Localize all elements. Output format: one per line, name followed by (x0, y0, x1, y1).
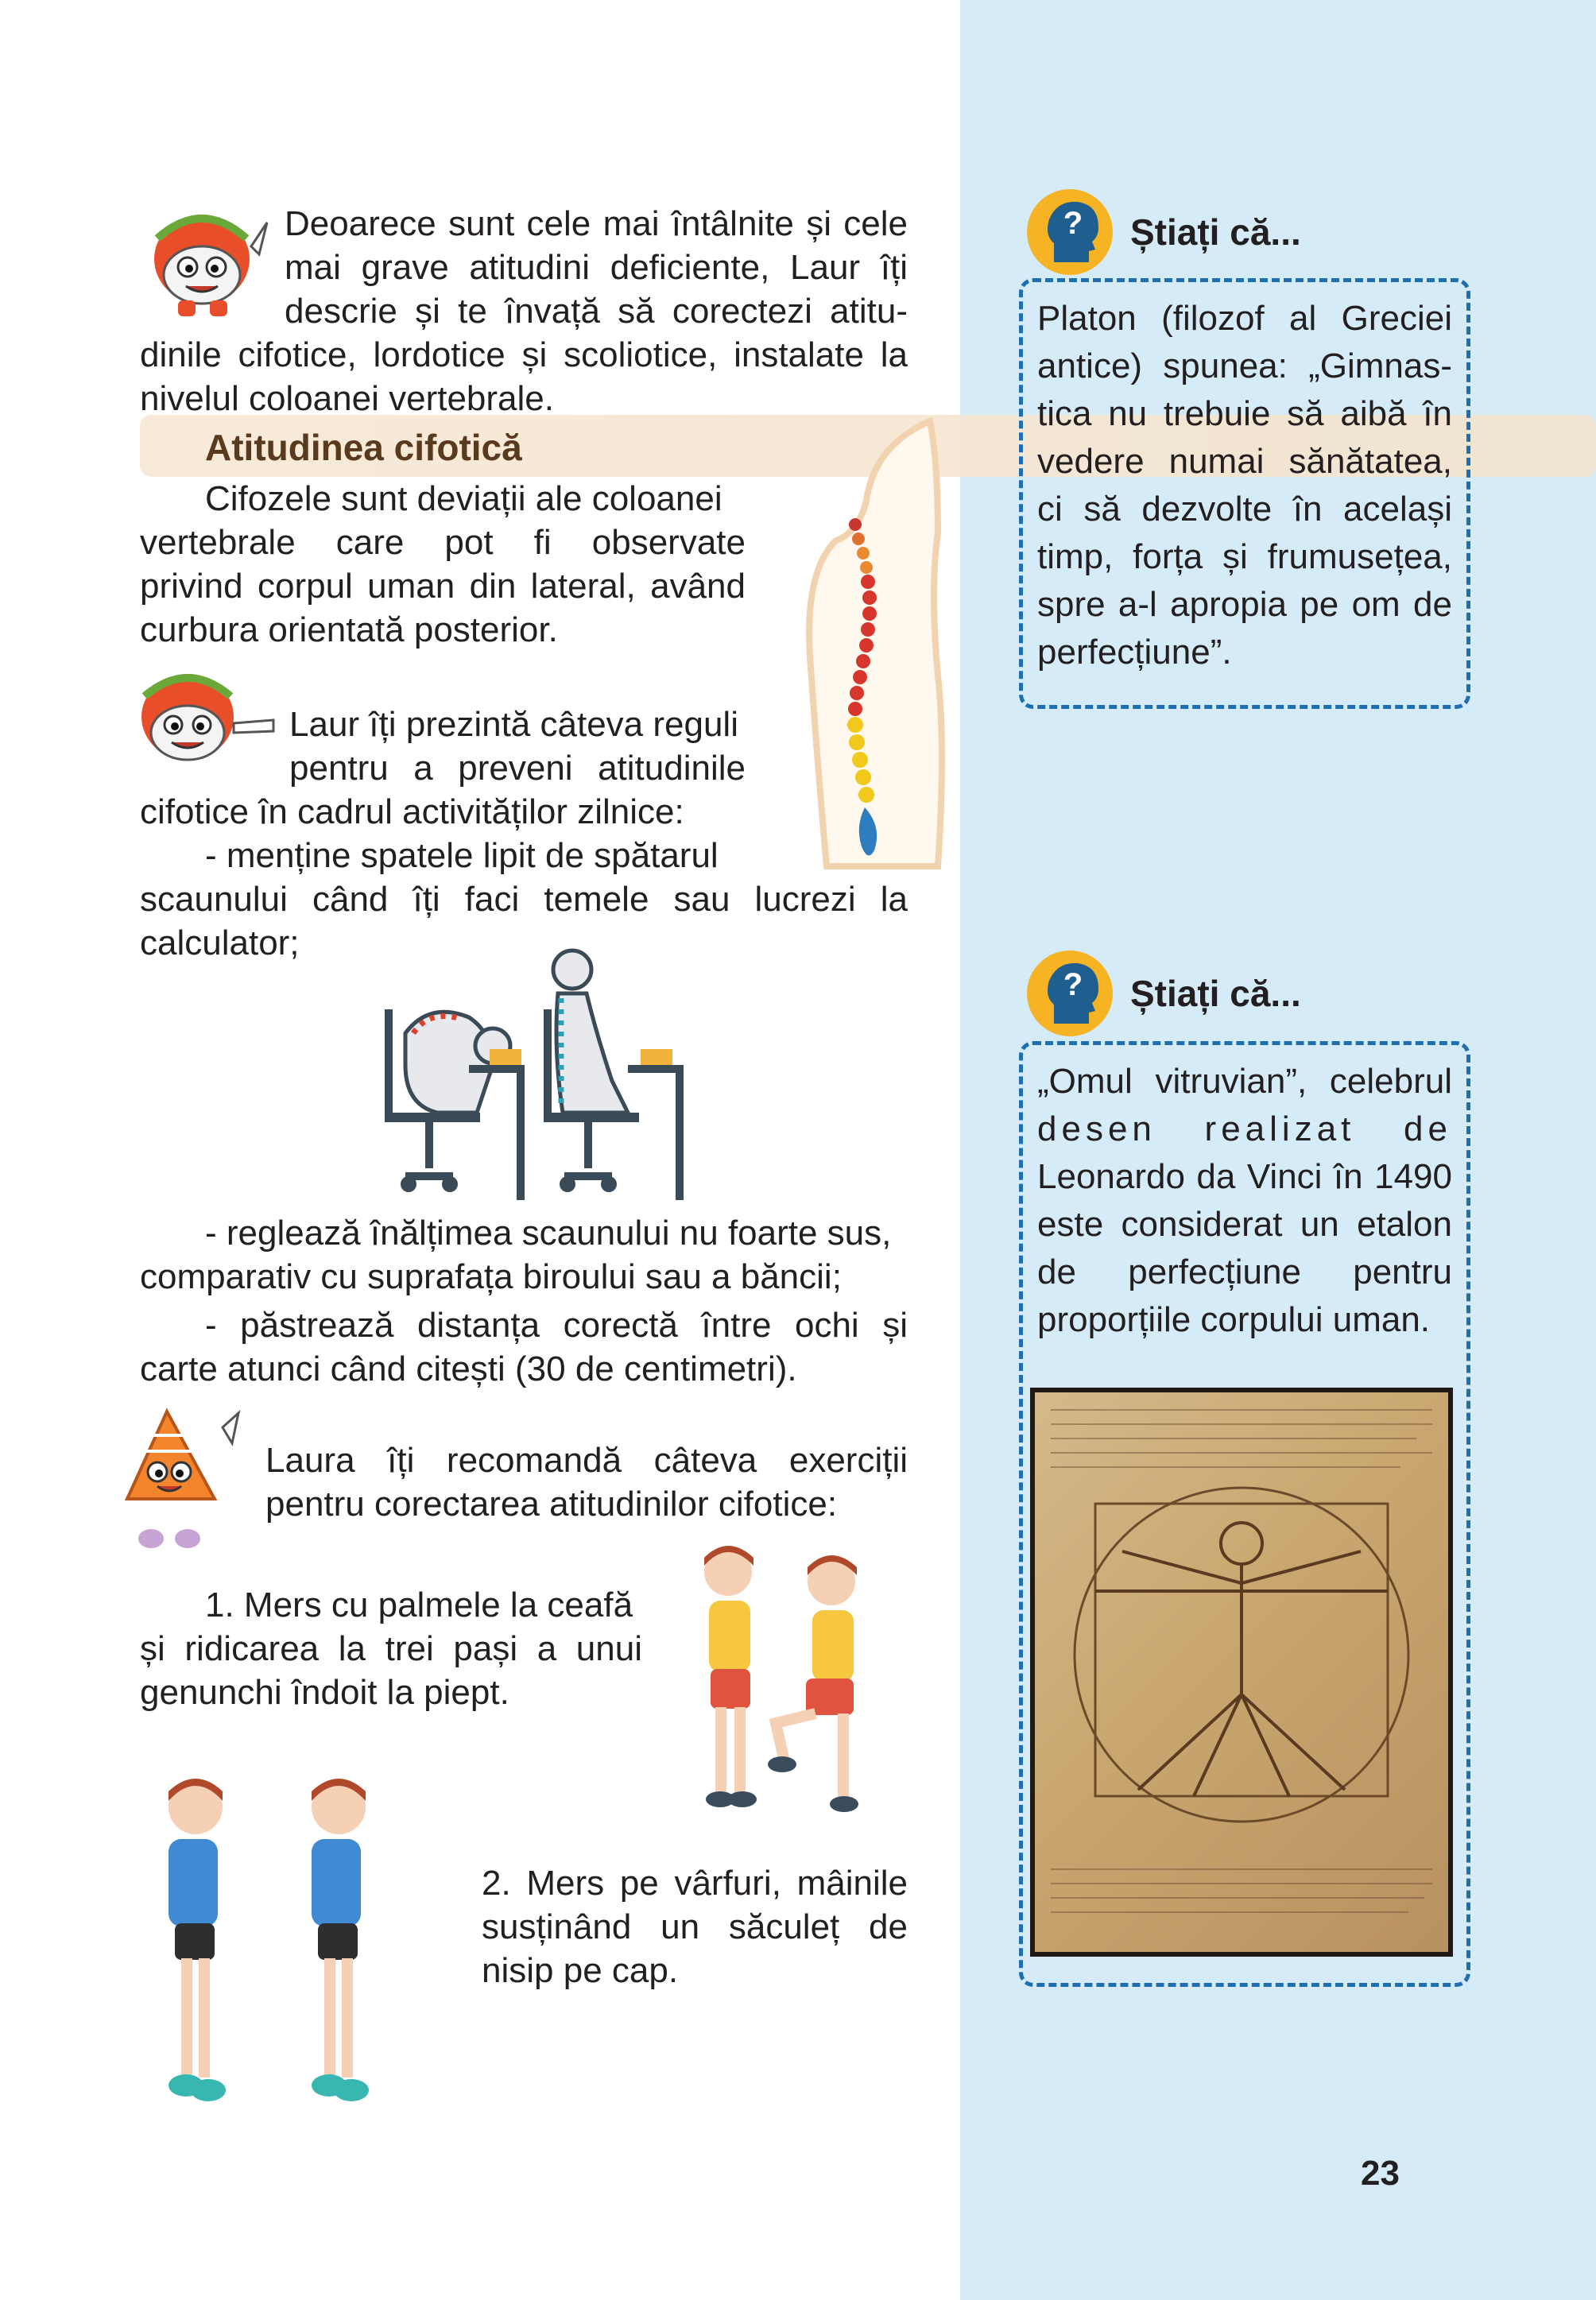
exercise-line: 2. Mers pe vârfuri, mâinile (482, 1864, 908, 1903)
boy-tiptoe-walk-illustration (140, 1760, 410, 2125)
rule-line: calculator; (140, 923, 300, 962)
definition-line: privind corpul uman din lateral, având (140, 567, 746, 606)
info-line: Leonardo da Vinci în 1490 (1037, 1157, 1452, 1196)
exercises-intro-line: Laura îți recomandă câteva exerciții (265, 1441, 908, 1480)
info-line: spre a-l apropia pe om de (1037, 585, 1452, 624)
page-number: 23 (1361, 2154, 1400, 2193)
info-line: ci să dezvolte în același (1037, 490, 1452, 529)
exercise-line: genunchi îndoit la piept. (140, 1673, 509, 1712)
info-line: de perfecțiune pentru (1037, 1253, 1452, 1291)
info-line: timp, forța și frumusețea, (1037, 537, 1452, 576)
stiati-title: Știați că... (1130, 211, 1301, 253)
intro-line: mai grave atitudini deficiente, Laur îți (285, 248, 908, 287)
intro-line: Deoarece sunt cele mai întâlnite și cele (285, 204, 908, 243)
intro-line: dinile cifotice, lordotice și scoliotice, instalate la (140, 335, 908, 374)
rules-intro-line: cifotice în cadrul activităților zilnice: (140, 792, 684, 831)
platon-info-box (1019, 278, 1470, 709)
stiati-title: Știați că... (1130, 973, 1301, 1014)
rules-intro-line: pentru a preveni atitudinile (289, 749, 746, 788)
rule-line: - reglează înălțimea scaunului nu foarte sus, (205, 1214, 892, 1253)
question-head-icon (1025, 949, 1114, 1038)
info-line: perfecțiune”. (1037, 633, 1232, 672)
spine-illustration (779, 413, 970, 874)
exercise-2 (482, 1861, 908, 1992)
svg-text:?: ? (1063, 967, 1083, 1002)
exercise-line: susținând un săculeț de (482, 1907, 908, 1946)
definition-line: Cifozele sunt deviații ale coloanei (205, 479, 722, 518)
info-line: vedere numai sănătatea, (1037, 442, 1452, 481)
rule-line: carte atunci când citești (30 de centimetri). (140, 1349, 797, 1388)
exercise-1 (140, 1583, 642, 1714)
intro-line: descrie și te învață să corectezi atitu- (285, 292, 908, 331)
info-line: tica nu trebuie să aibă în (1037, 394, 1452, 433)
info-line: proporțiile corpului uman. (1037, 1300, 1431, 1339)
info-line: antice) spunea: „Gimnas- (1037, 347, 1452, 385)
rule-2 (140, 1211, 908, 1299)
exercises-intro (265, 1438, 908, 1526)
exercise-line: și ridicarea la trei pași a unui (140, 1629, 642, 1668)
rule-3 (140, 1303, 908, 1391)
definition-line: curbura orientată posterior. (140, 610, 558, 649)
girl-knee-raise-illustration (680, 1534, 887, 1836)
stiati-ca-header (1025, 188, 1301, 277)
exercises-intro-line: pentru corectarea atitudinilor cifotice: (265, 1485, 838, 1524)
exercise-line: nisip pe cap. (482, 1951, 679, 1990)
exercise-line: 1. Mers cu palmele la ceafă (205, 1586, 633, 1624)
question-head-icon (1025, 188, 1114, 277)
stiati-ca-header (1025, 949, 1301, 1038)
rule-line: - menține spatele lipit de spătarul (205, 836, 719, 875)
rules-intro-line: Laur îți prezintă câteva reguli (289, 705, 738, 744)
definition-paragraph (140, 477, 746, 652)
rule-line: comparativ cu suprafața biroului sau a băncii; (140, 1257, 842, 1296)
info-line: „Omul vitruvian”, celebrul (1037, 1062, 1452, 1101)
definition-line: vertebrale care pot fi observate (140, 523, 746, 562)
vitruvian-drawing (1035, 1392, 1448, 1952)
rule-line: - păstrează distanța corectă între ochi și (205, 1306, 908, 1345)
info-line: desen realizat de (1037, 1109, 1452, 1148)
section-heading: Atitudinea cifotică (205, 427, 522, 468)
vitruvian-man-image (1030, 1388, 1453, 1957)
sitting-posture-illustration (374, 946, 691, 1200)
svg-text:?: ? (1063, 206, 1083, 241)
laura-mascot-icon (111, 1404, 254, 1555)
info-line: este considerat un etalon (1037, 1205, 1452, 1244)
rule-line: scaunului când îți faci temele sau lucrezi la (140, 880, 908, 919)
intro-line: nivelul coloanei vertebrale. (140, 379, 554, 418)
info-line: Platon (filozof al Greciei (1037, 299, 1452, 338)
rules-intro (140, 703, 746, 877)
intro-paragraph (140, 202, 908, 420)
